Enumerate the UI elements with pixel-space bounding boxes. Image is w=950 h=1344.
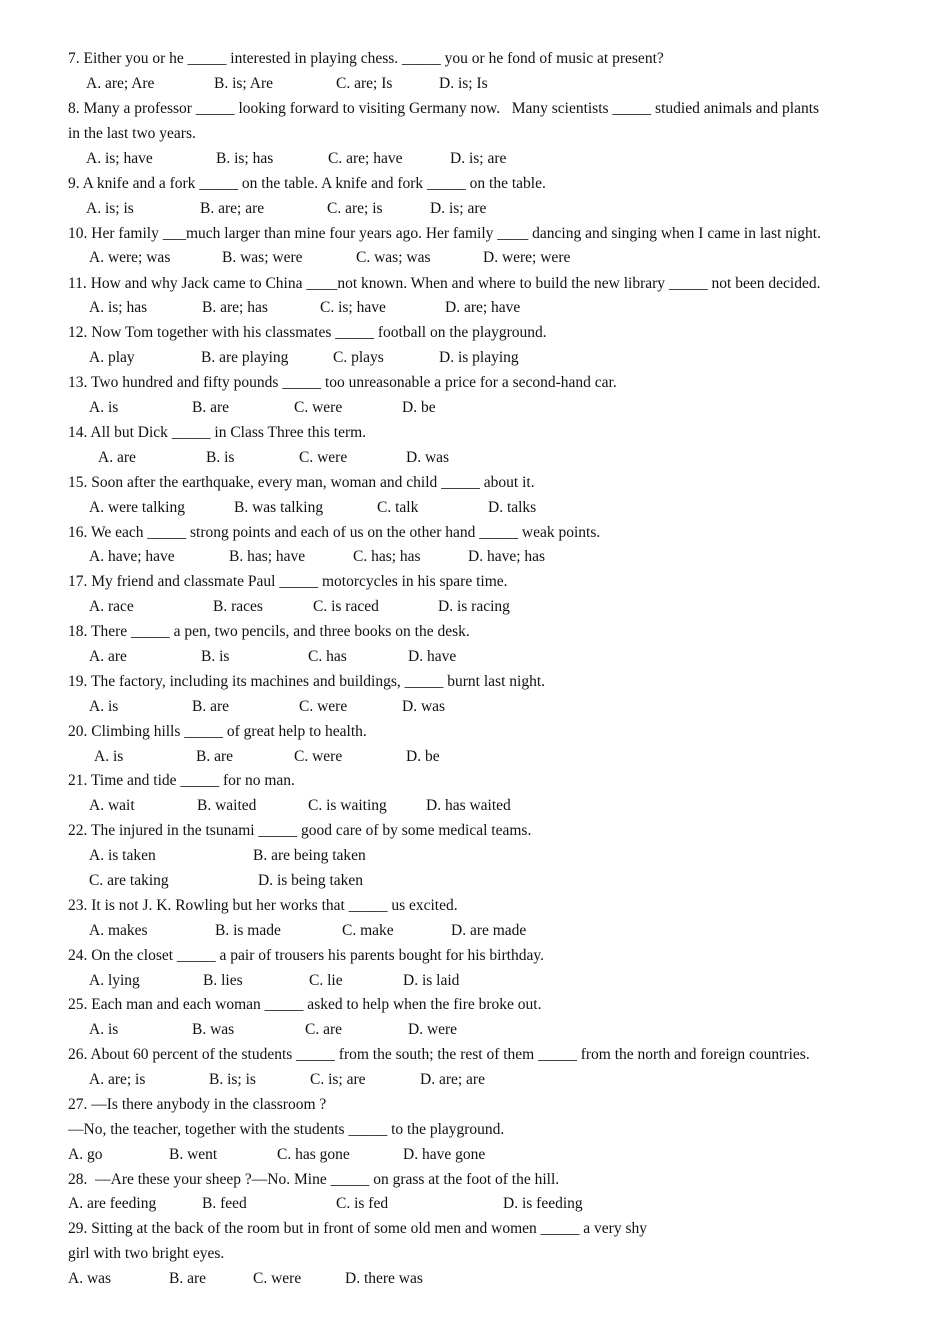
question-14-stem xyxy=(68,423,366,443)
question-number: 29. xyxy=(68,1220,88,1237)
answer-option: C. is fed xyxy=(336,1195,389,1212)
question-text: All but Dick _____ in Class Three this term. xyxy=(90,424,367,441)
question-text: The injured in the tsunami _____ good care of by some medical teams. xyxy=(90,822,532,839)
question-number: 25. xyxy=(68,996,88,1013)
answer-option: B. is; Are xyxy=(214,75,273,92)
question-number: 11. xyxy=(68,275,87,292)
question-text: Soon after the earthquake, every man, woman and child _____ about it. xyxy=(91,474,535,491)
question-20-stem xyxy=(68,722,367,742)
answer-option: D. is laid xyxy=(403,972,460,989)
question-8-stem xyxy=(68,99,819,119)
answer-option: D. have gone xyxy=(403,1146,486,1163)
question-text: Now Tom together with his classmates _____ football on the playground. xyxy=(91,324,547,341)
answer-option: A. are xyxy=(89,648,127,665)
answer-option: D. have xyxy=(408,648,457,665)
answer-option: D. is; are xyxy=(450,150,507,167)
answer-option: A. have; have xyxy=(89,548,175,565)
question-number: 10. xyxy=(68,225,88,242)
answer-option: D. talks xyxy=(488,499,537,516)
answer-option: D. are made xyxy=(451,922,527,939)
question-text: Many a professor _____ looking forward to visiting Germany now. Many scientists _____ studied animals and plants xyxy=(83,100,820,117)
question-number: 22. xyxy=(68,822,88,839)
answer-option: A. are xyxy=(98,449,136,466)
answer-option: C. lie xyxy=(309,972,343,989)
answer-option: B. is xyxy=(201,648,230,665)
question-16-stem xyxy=(68,523,600,543)
answer-option: B. was xyxy=(192,1021,235,1038)
answer-option: C. are; Is xyxy=(336,75,393,92)
question-number: 8. xyxy=(68,100,80,117)
answer-option: C. has; has xyxy=(353,548,421,565)
answer-option: B. are playing xyxy=(201,349,289,366)
answer-option: C. is waiting xyxy=(308,797,387,814)
answer-option: A. are feeding xyxy=(68,1195,157,1212)
question-number: 14. xyxy=(68,424,88,441)
answer-option: A. was xyxy=(68,1270,112,1287)
question-number: 28. xyxy=(68,1171,88,1188)
question-text: Sitting at the back of the room but in front of some old men and women _____ a very shy xyxy=(91,1220,647,1237)
answer-option: B. are being taken xyxy=(253,847,366,864)
question-number: 15. xyxy=(68,474,88,491)
answer-option: D. be xyxy=(406,748,440,765)
question-number: 19. xyxy=(68,673,88,690)
answer-option: D. was xyxy=(406,449,450,466)
question-text: —Are these your sheep ?—No. Mine _____ on grass at the foot of the hill. xyxy=(91,1171,560,1188)
question-text: The factory, including its machines and buildings, _____ burnt last night. xyxy=(90,673,546,690)
answer-option: A. is; is xyxy=(86,200,134,217)
answer-option: B. are xyxy=(169,1270,207,1287)
answer-option: A. is xyxy=(94,748,124,765)
answer-option: A. is; has xyxy=(89,299,148,316)
question-7-stem xyxy=(68,49,664,69)
answer-option: D. was xyxy=(402,698,446,715)
question-text: How and why Jack came to China ____not known. When and where to build the new library _____ not been decided. xyxy=(90,275,821,292)
answer-option: D. is playing xyxy=(439,349,519,366)
answer-option: C. has xyxy=(308,648,347,665)
question-17-stem xyxy=(68,572,508,592)
question-text: Either you or he _____ interested in playing chess. _____ you or he fond of music at present? xyxy=(83,50,664,67)
answer-option: B. are xyxy=(196,748,234,765)
question-28-stem xyxy=(68,1170,559,1190)
question-number: 21. xyxy=(68,772,88,789)
question-number: 26. xyxy=(68,1046,88,1063)
question-25-stem xyxy=(68,995,541,1015)
answer-option: D. have; has xyxy=(468,548,546,565)
answer-option: C. are xyxy=(305,1021,343,1038)
question-11-stem xyxy=(68,274,820,294)
question-number: 24. xyxy=(68,947,88,964)
answer-option: C. is raced xyxy=(313,598,379,615)
question-number: 16. xyxy=(68,524,88,541)
question-10-stem xyxy=(68,224,821,244)
answer-option: D. be xyxy=(402,399,436,416)
answer-option: B. are; has xyxy=(202,299,268,316)
answer-option: A. is; have xyxy=(86,150,153,167)
answer-option: B. races xyxy=(213,598,263,615)
question-23-stem xyxy=(68,896,458,916)
question-text: Climbing hills _____ of great help to health. xyxy=(91,723,367,740)
answer-option: D. were; were xyxy=(483,249,571,266)
answer-option: A. were; was xyxy=(89,249,171,266)
question-text: My friend and classmate Paul _____ motorcycles in his spare time. xyxy=(91,573,508,590)
answer-option: A. play xyxy=(89,349,135,366)
answer-option: C. were xyxy=(253,1270,302,1287)
question-27-stem: —No, the teacher, together with the students _____ to the playground. xyxy=(68,1121,505,1138)
answer-option: D. has waited xyxy=(426,797,511,814)
question-22-stem xyxy=(68,821,531,841)
answer-option: A. makes xyxy=(89,922,148,939)
answer-option: A. is xyxy=(89,399,119,416)
answer-option: C. is; are xyxy=(310,1071,366,1088)
answer-option: B. waited xyxy=(197,797,257,814)
question-15-stem xyxy=(68,473,535,493)
question-12-stem xyxy=(68,323,547,343)
question-text: Time and tide _____ for no man. xyxy=(90,772,295,789)
question-text: Each man and each woman _____ asked to help when the fire broke out. xyxy=(91,996,542,1013)
question-number: 12. xyxy=(68,324,88,341)
answer-option: C. has gone xyxy=(277,1146,350,1163)
answer-option: C. was; was xyxy=(356,249,431,266)
question-number: 17. xyxy=(68,573,88,590)
answer-option: B. has; have xyxy=(229,548,306,565)
answer-option: A. is xyxy=(89,698,119,715)
question-text: Two hundred and fifty pounds _____ too unreasonable a price for a second-hand car. xyxy=(90,374,617,391)
answer-option: D. is; are xyxy=(430,200,487,217)
question-13-stem xyxy=(68,373,617,393)
answer-option: C. talk xyxy=(377,499,419,516)
answer-option: C. are taking xyxy=(89,872,169,889)
question-text: There _____ a pen, two pencils, and three books on the desk. xyxy=(90,623,470,640)
question-text: It is not J. K. Rowling but her works that _____ us excited. xyxy=(91,897,458,914)
answer-option: D. is; Is xyxy=(439,75,488,92)
answer-option: A. race xyxy=(89,598,134,615)
question-19-stem xyxy=(68,672,545,692)
answer-option: B. are xyxy=(192,399,230,416)
answer-option: A. wait xyxy=(89,797,135,814)
answer-option: D. is feeding xyxy=(503,1195,583,1212)
question-number: 27. xyxy=(68,1096,88,1113)
answer-option: C. were xyxy=(294,399,343,416)
answer-option: C. make xyxy=(342,922,394,939)
question-number: 13. xyxy=(68,374,88,391)
answer-option: B. is xyxy=(206,449,235,466)
answer-option: B. is; has xyxy=(216,150,274,167)
answer-option: A. are; is xyxy=(89,1071,146,1088)
answer-option: D. are; are xyxy=(420,1071,485,1088)
answer-option: D. are; have xyxy=(445,299,521,316)
question-text: A knife and a fork _____ on the table. A knife and fork _____ on the table. xyxy=(82,175,546,192)
question-text: —Is there anybody in the classroom ? xyxy=(91,1096,327,1113)
answer-option: B. are xyxy=(192,698,230,715)
answer-option: C. were xyxy=(299,698,348,715)
answer-option: C. are; have xyxy=(328,150,403,167)
question-text: About 60 percent of the students _____ from the south; the rest of them _____ from the north and foreign countries. xyxy=(90,1046,810,1063)
question-text: Her family ___much larger than mine four years ago. Her family ____ dancing and singing when I came in last night. xyxy=(91,225,821,242)
question-29-stem: girl with two bright eyes. xyxy=(68,1245,225,1262)
answer-option: A. are; Are xyxy=(86,75,155,92)
question-8-stem: in the last two years. xyxy=(68,125,196,142)
question-26-stem xyxy=(68,1045,810,1065)
answer-option: D. is racing xyxy=(438,598,510,615)
question-29-stem xyxy=(68,1219,647,1239)
answer-option: C. were xyxy=(294,748,343,765)
answer-option: A. lying xyxy=(89,972,140,989)
answer-option: C. plays xyxy=(333,349,384,366)
question-text: We each _____ strong points and each of us on the other hand _____ weak points. xyxy=(90,524,601,541)
question-number: 23. xyxy=(68,897,88,914)
answer-option: A. were talking xyxy=(89,499,185,516)
question-number: 18. xyxy=(68,623,88,640)
answer-option: B. was talking xyxy=(234,499,324,516)
answer-option: A. is taken xyxy=(89,847,156,864)
answer-option: B. feed xyxy=(202,1195,247,1212)
question-27-stem xyxy=(68,1095,326,1115)
answer-option: C. were xyxy=(299,449,348,466)
answer-option: B. lies xyxy=(203,972,243,989)
answer-option: A. is xyxy=(89,1021,119,1038)
question-9-stem xyxy=(68,174,546,194)
question-21-stem xyxy=(68,771,295,791)
answer-option: D. is being taken xyxy=(258,872,364,889)
answer-option: D. there was xyxy=(345,1270,423,1287)
question-24-stem xyxy=(68,946,544,966)
question-18-stem xyxy=(68,622,470,642)
answer-option: B. went xyxy=(169,1146,218,1163)
answer-option: C. are; is xyxy=(327,200,383,217)
answer-option: D. were xyxy=(408,1021,458,1038)
answer-option: B. is; is xyxy=(209,1071,256,1088)
question-text: On the closet _____ a pair of trousers his parents bought for his birthday. xyxy=(91,947,544,964)
answer-option: B. is made xyxy=(215,922,281,939)
answer-option: A. go xyxy=(68,1146,103,1163)
answer-option: B. was; were xyxy=(222,249,303,266)
question-number: 9. xyxy=(68,175,80,192)
question-number: 7. xyxy=(68,50,80,67)
question-number: 20. xyxy=(68,723,88,740)
answer-option: B. are; are xyxy=(200,200,265,217)
answer-option: C. is; have xyxy=(320,299,386,316)
